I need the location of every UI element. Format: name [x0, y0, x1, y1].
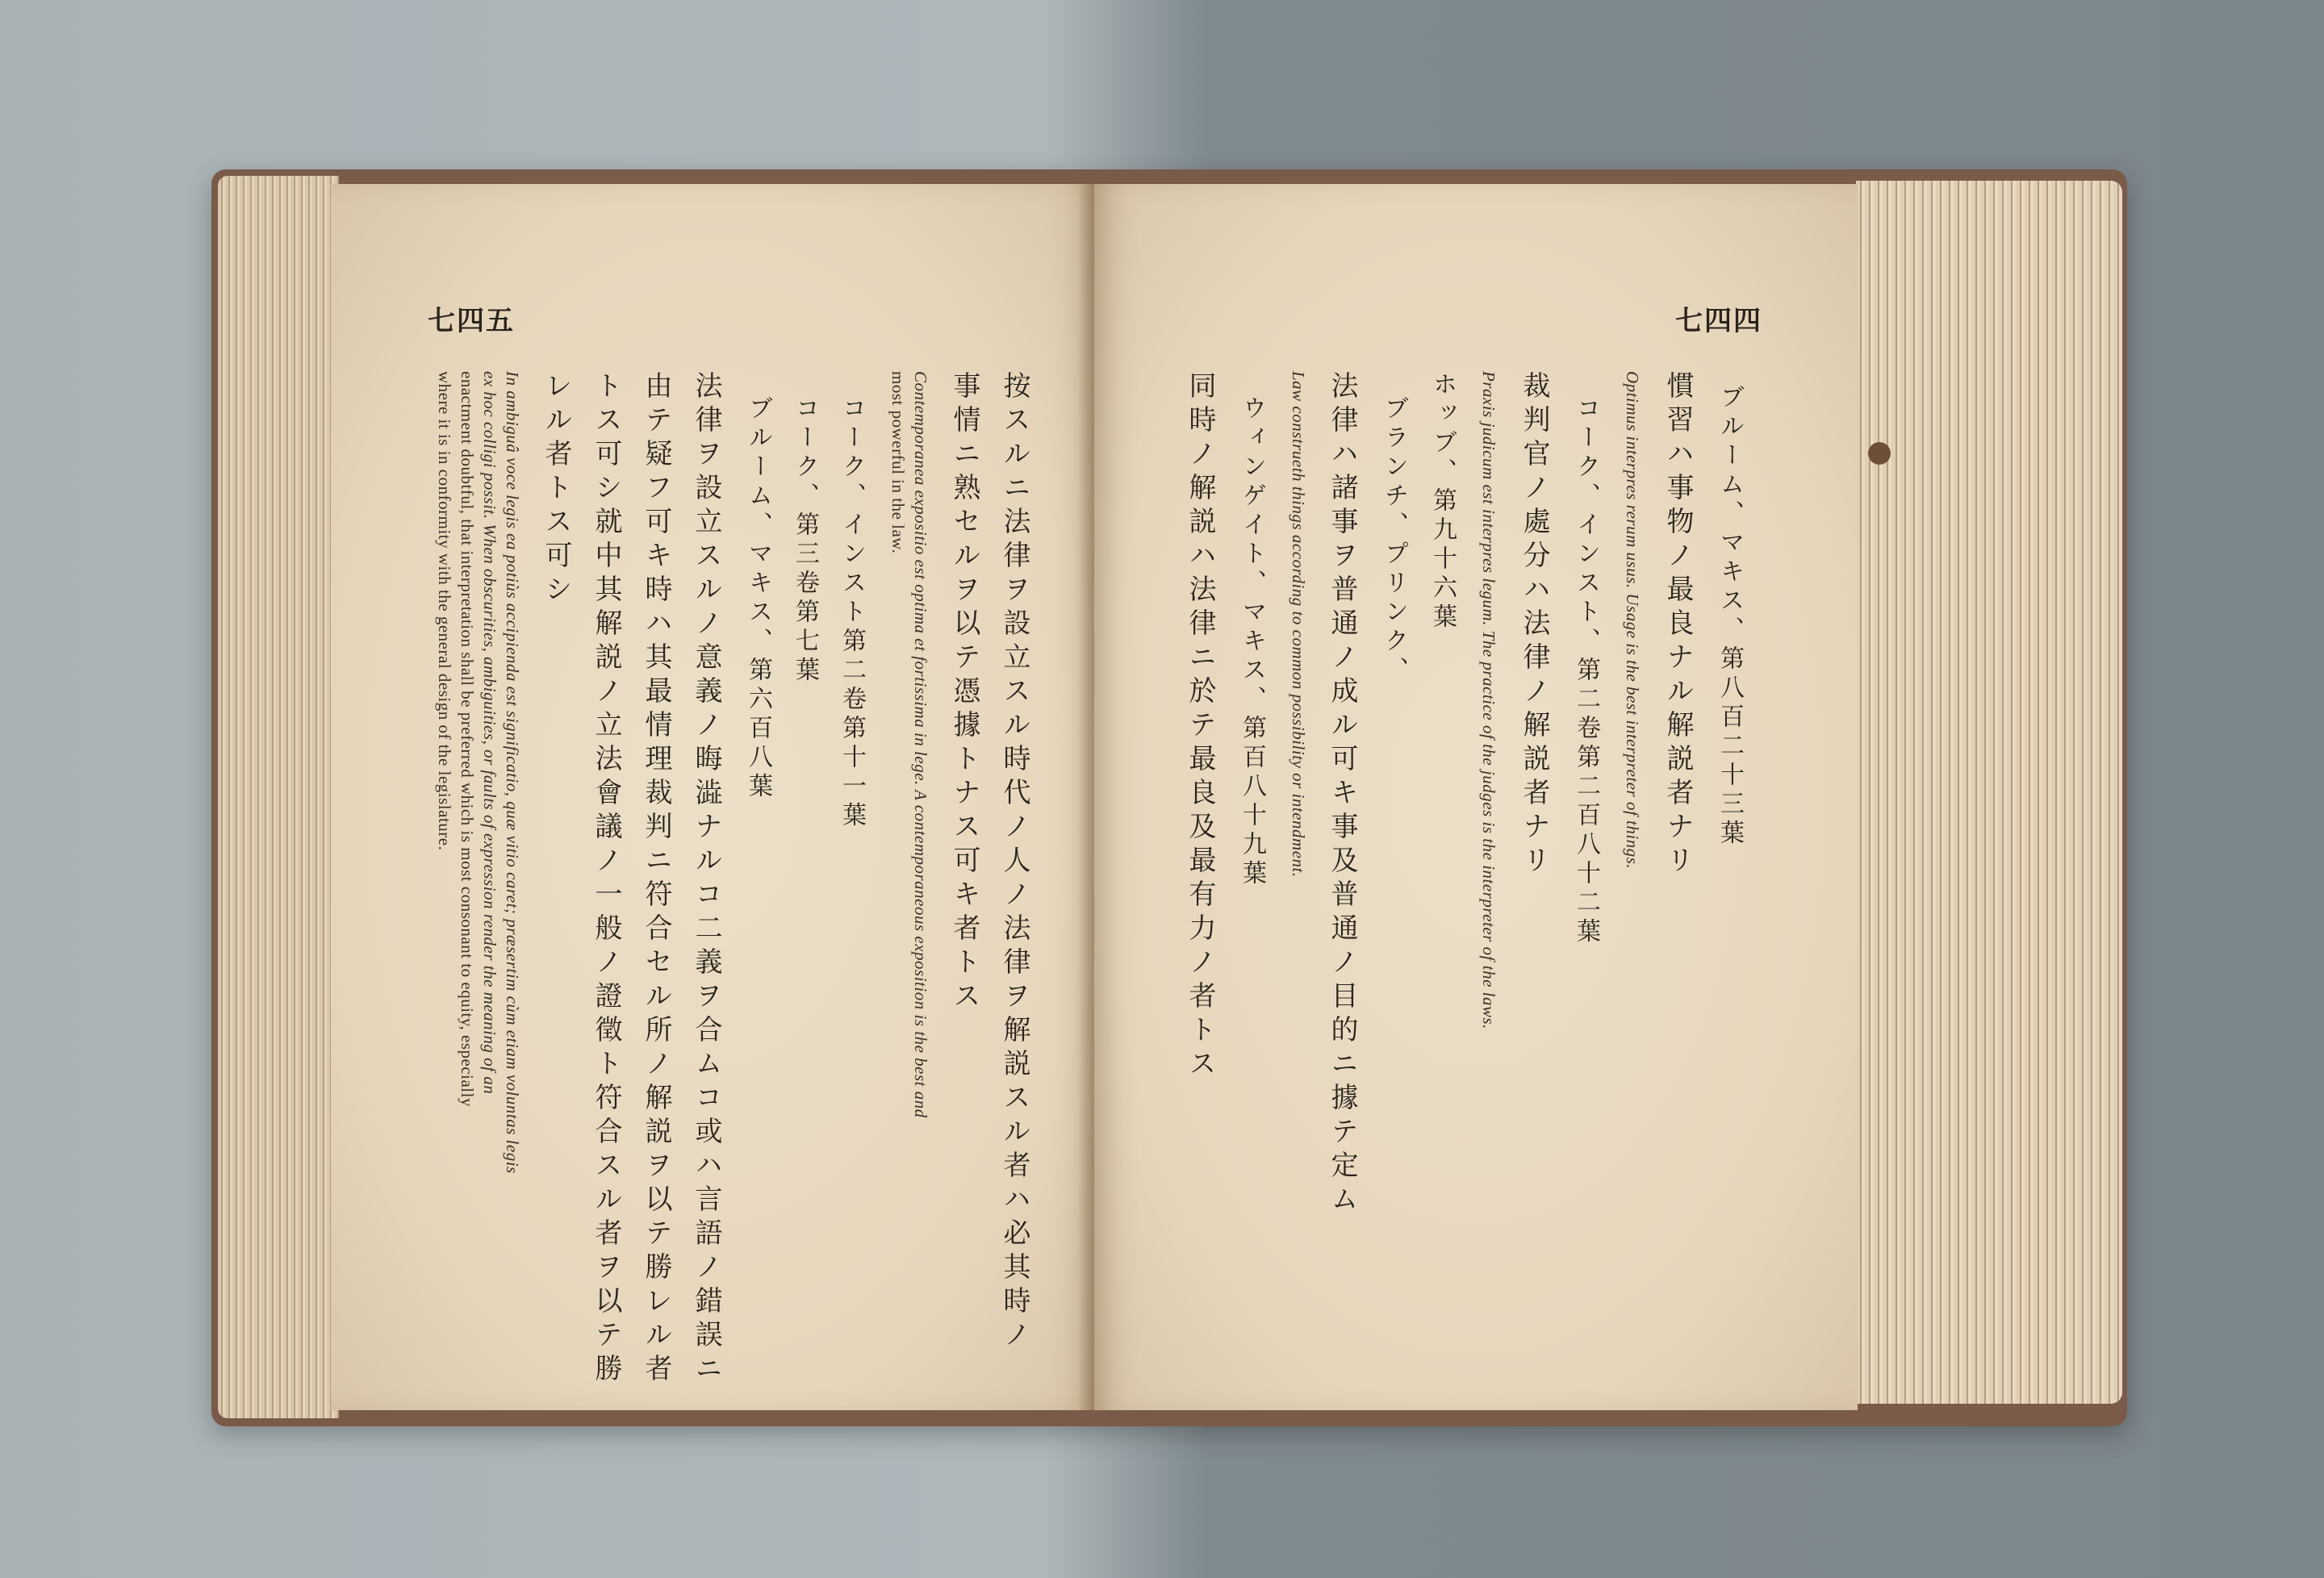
left-col-10: トス可シ就中其解説ノ立法會議ノ一般ノ證徵ト符合スル者ヲ以テ勝 — [590, 371, 622, 1388]
left-col-11: レル者トス可シ — [540, 371, 572, 608]
left-col-15: where it is in conformity with the general design of the legislature. — [435, 371, 454, 851]
left-col-13: ex hoc colligi possit. When obscurities, ambiguities, or faults of expression render the meaning of an — [480, 371, 499, 1095]
left-col-14: enactment doubtful, that interpretation shall be preferred which is most consonant to equity, especially — [458, 371, 477, 1107]
right-col-12: 同時ノ解説ハ法律ニ於テ最良及最有力ノ者トス — [1184, 371, 1216, 1083]
left-col-12-latin: In ambiguâ voce legis ea potiùs accipienda est significatio, quæ vitio caret; præsertim cùm etiam voluntas legis — [503, 371, 522, 1174]
left-col-9: 由テ疑フ可キ時ハ其最情理裁判ニ符合セル所ノ解説ヲ以テ勝レル者 — [640, 371, 672, 1388]
right-col-10-latin: Law construeth things according to common possibility or intendment. — [1289, 371, 1308, 878]
right-col-2: 慣習ハ事物ノ最良ナル解説者ナリ — [1661, 371, 1694, 879]
right-page — [1094, 184, 1858, 1410]
right-col-11-citation: ウィンゲイト、マキス、第百八十九葉 — [1238, 395, 1266, 889]
left-col-2: 事情ニ熟セルヲ以テ憑據トナス可キ者トス — [948, 371, 980, 1015]
right-col-7-citation: ホッブ、第九十六葉 — [1428, 371, 1457, 632]
left-col-7-citation: ブルーム、マキス、第六百八葉 — [744, 395, 772, 802]
left-col-8: 法律ヲ設立スルノ意義ノ晦澁ナルコ二義ヲ合ムコ或ハ言語ノ錯誤ニ — [690, 371, 722, 1388]
right-col-3-latin: Optimus interpres rerum usus. Usage is the best interpreter of things. — [1623, 371, 1642, 870]
left-col-5-citation: コーク、インスト第二卷第十一葉 — [838, 395, 866, 831]
right-col-4-citation: コーク、インスト、第二卷第二百八十二葉 — [1572, 395, 1600, 947]
right-col-6-latin: Praxis judicum est interpres legum. The practice of the judges is the interpreter of the laws. — [1479, 371, 1498, 1029]
right-page-edges — [1856, 181, 2122, 1404]
left-page-number: 七四五 — [428, 305, 515, 337]
right-col-8-citation: ブランチ、プリンク、 — [1380, 395, 1408, 686]
left-col-3-latin: Contemporanea expositio est optima et fortissima in lege. A contemporaneous exposition is the best and — [911, 371, 930, 1118]
right-page-number: 七四四 — [1675, 305, 1762, 337]
left-col-4-english: most powerful in the law. — [888, 371, 908, 554]
right-col-1-citation: ブルーム、マキス、第八百二十三葉 — [1716, 384, 1744, 849]
left-page-edges — [218, 176, 339, 1418]
left-col-6-citation: コーク、第三卷第七葉 — [791, 395, 819, 686]
right-col-5: 裁判官ノ處分ハ法律ノ解説者ナリ — [1518, 371, 1550, 879]
left-col-1: 按スルニ法律ヲ設立スル時代ノ人ノ法律ヲ解説スル者ハ必其時ノ — [998, 371, 1030, 1354]
page-hole — [1868, 442, 1891, 465]
right-col-9: 法律ハ諸事ヲ普通ノ成ル可キ事及普通ノ目的ニ據テ定ム — [1326, 371, 1358, 1218]
left-page — [331, 184, 1094, 1410]
